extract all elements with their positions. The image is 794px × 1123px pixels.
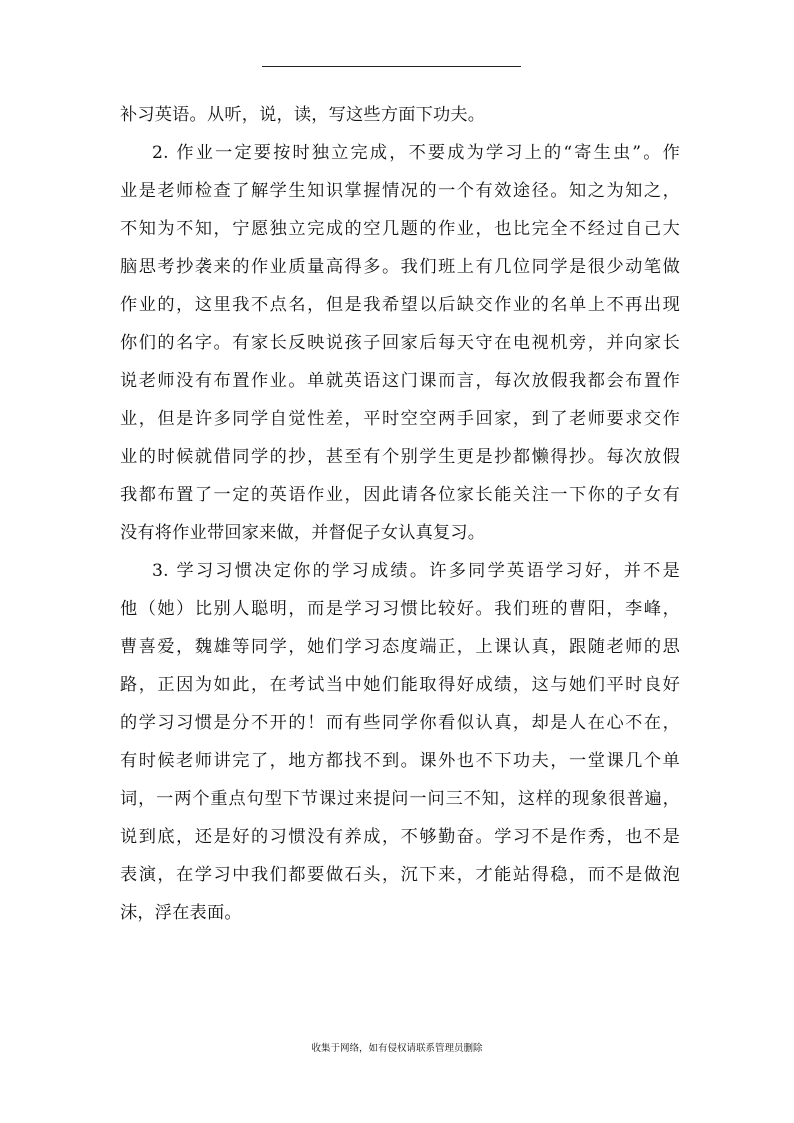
paragraph-line: 你们的名字。有家长反映说孩子回家后每天守在电视机旁，并向家长 [120,333,680,353]
paragraph-line: 说到底，还是好的习惯没有养成，不够勤奋。学习不是作秀，也不是 [120,827,680,847]
paragraph-line: 词，一两个重点句型下节课过来提问一问三不知，这样的现象很普遍， [120,789,680,809]
paragraph-line: 我都布置了一定的英语作业，因此请各位家长能关注一下你的子女有 [120,485,680,505]
paragraph [120,552,680,932]
paragraph-line: 业，但是许多同学自觉性差，平时空空两手回家，到了老师要求交作 [120,409,680,429]
paragraph-line: 他（她）比别人聪明，而是学习习惯比较好。我们班的曹阳，李峰， [120,599,680,619]
paragraph-line: 业是老师检查了解学生知识掌握情况的一个有效途径。知之为知之， [120,181,680,201]
paragraph-line: 业的时候就借同学的抄，甚至有个别学生更是抄都懒得抄。每次放假 [120,447,680,467]
paragraph-line: 不知为不知，宁愿独立完成的空几题的作业，也比完全不经过自己大 [120,219,680,239]
paragraph-line: 作业的，这里我不点名，但是我希望以后缺交作业的名单上不再出现 [120,295,680,315]
paragraph-line: 有时候老师讲完了，地方都找不到。课外也不下功夫，一堂课几个单 [120,751,680,771]
footer-note: 收集于网络，如有侵权请联系管理员删除 [311,1043,483,1054]
paragraph [120,96,680,134]
paragraph-line: 没有将作业带回家来做，并督促子女认真复习。 [120,523,486,543]
header-rule [262,66,521,67]
paragraph-line: 3. 学习习惯决定你的学习成绩。许多同学英语学习好，并不是 [152,561,680,581]
paragraph [120,134,680,552]
paragraph-line: 路，正因为如此，在考试当中她们能取得好成绩，这与她们平时良好 [120,675,680,695]
paragraph-line: 说老师没有布置作业。单就英语这门课而言，每次放假我都会布置作 [120,371,680,391]
paragraph-line: 曹喜爱，魏雄等同学，她们学习态度端正，上课认真，跟随老师的思 [120,637,680,657]
paragraph-line: 表演，在学习中我们都要做石头，沉下来，才能站得稳，而不是做泡 [120,865,680,885]
paragraph-line: 脑思考抄袭来的作业质量高得多。我们班上有几位同学是很少动笔做 [120,257,680,277]
paragraph-line: 沫，浮在表面。 [120,903,242,923]
paragraph-line: 补习英语。从听，说，读，写这些方面下功夫。 [120,105,486,125]
document-body [120,96,680,932]
paragraph-line: 2. 作业一定要按时独立完成，不要成为学习上的“寄生虫”。作 [152,143,680,163]
paragraph-line: 的学习习惯是分不开的！而有些同学你看似认真，却是人在心不在， [120,713,680,733]
